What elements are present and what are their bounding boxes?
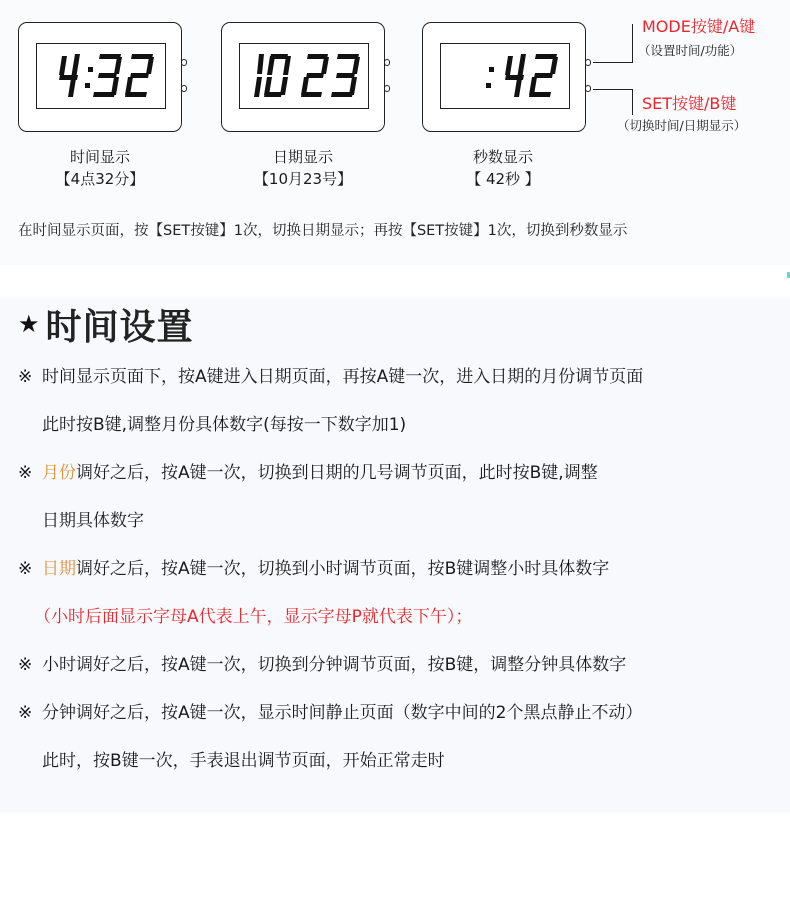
lcd-digits-date xyxy=(240,44,367,107)
step-3-text: 调好之后，按A键一次，切换到小时调节页面，按B键调整小时具体数字 xyxy=(76,559,610,579)
lcd-digits-time xyxy=(37,44,164,107)
reference-mark-icon: ※ xyxy=(18,559,33,579)
star-icon: ★ xyxy=(18,310,40,338)
mode-button-a[interactable] xyxy=(181,59,187,66)
set-button-b[interactable] xyxy=(181,85,187,92)
step-5-text: 分钟调好之后，按A键一次，显示时间静止页面（数字中间的2个黑点静止不动） xyxy=(42,703,643,723)
step-1 xyxy=(18,365,643,389)
caption-seconds-label: 秒数显示 xyxy=(472,148,533,166)
set-callout-sub: （切换时间/日期显示） xyxy=(617,118,747,133)
step-4 xyxy=(18,653,626,677)
step-2 xyxy=(18,461,598,485)
set-callout-line xyxy=(593,89,633,90)
caption-date xyxy=(223,146,383,190)
step-5 xyxy=(18,701,642,725)
caption-time xyxy=(20,146,180,190)
lcd-screen-date xyxy=(239,43,369,109)
display-switch-note: 在时间显示页面，按【SET按键】1次，切换日期显示；再按【SET按键】1次，切换到秒数显示 xyxy=(18,223,628,239)
step-5-continued: 此时，按B键一次，手表退出调节页面，开始正常走时 xyxy=(42,751,445,771)
set-button-b[interactable] xyxy=(384,85,390,92)
caption-date-label: 日期显示 xyxy=(272,148,333,166)
step-4-text: 小时调好之后，按A键一次，切换到分钟调节页面，按B键，调整分钟具体数字 xyxy=(42,655,627,675)
caption-seconds xyxy=(423,146,583,190)
step-1-continued: 此时按B键,调整月份具体数字(每按一下数字加1) xyxy=(42,415,407,435)
caption-time-value: 【4点32分】 xyxy=(55,170,145,188)
caption-seconds-value: 【 42秒 】 xyxy=(466,170,540,188)
step-3-highlight: 日期 xyxy=(42,559,76,579)
step-2-continued: 日期具体数字 xyxy=(42,511,144,531)
mode-callout-riser xyxy=(632,24,633,63)
mode-button-a[interactable] xyxy=(384,59,390,66)
caption-time-label: 时间显示 xyxy=(69,148,130,166)
caption-date-value: 【10月23号】 xyxy=(253,170,353,188)
reference-mark-icon: ※ xyxy=(18,703,33,723)
clock-device-time xyxy=(18,22,182,132)
step-2-highlight: 月份 xyxy=(42,463,76,483)
step-3 xyxy=(18,557,609,581)
reference-mark-icon: ※ xyxy=(18,655,33,675)
reference-mark-icon: ※ xyxy=(18,463,33,483)
mode-callout-title: MODE按键/A键 xyxy=(642,17,756,36)
lcd-digits-seconds xyxy=(441,44,568,107)
step-2-text: 调好之后，按A键一次，切换到日期的几号调节页面，此时按B键,调整 xyxy=(76,463,598,483)
step-3-ampm-note: （小时后面显示字母A代表上午，显示字母P就代表下午）； xyxy=(34,607,473,627)
section-title: 时间设置 xyxy=(45,306,194,348)
clock-device-seconds xyxy=(422,22,586,132)
clock-device-date xyxy=(221,22,385,132)
mode-callout-line xyxy=(593,62,633,63)
lcd-screen-seconds xyxy=(440,43,570,109)
section-heading xyxy=(18,300,194,348)
mode-button-a[interactable] xyxy=(585,59,591,66)
mode-callout-sub: （设置时间/功能） xyxy=(638,43,743,58)
set-callout-title: SET按键/B键 xyxy=(642,94,737,113)
set-callout-riser xyxy=(632,89,633,115)
set-button-b[interactable] xyxy=(585,85,591,92)
step-1-text: 时间显示页面下，按A键进入日期页面，再按A键一次，进入日期的月份调节页面 xyxy=(42,367,644,387)
reference-mark-icon: ※ xyxy=(18,367,33,387)
lcd-screen-time xyxy=(36,43,166,109)
